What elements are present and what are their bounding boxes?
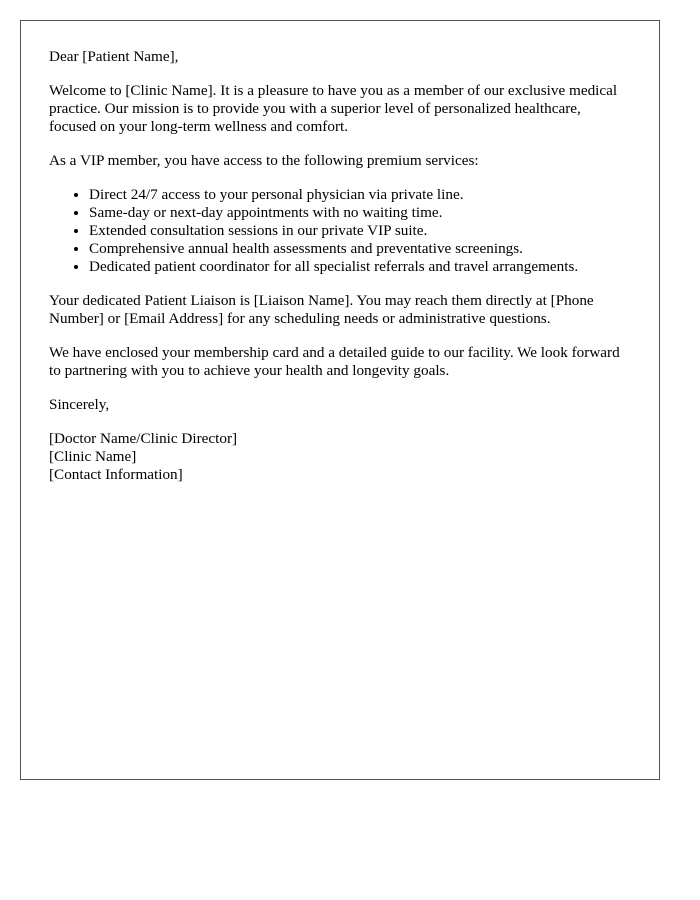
intro-paragraph: Welcome to [Clinic Name]. It is a pleasure to have you as a member of our exclusive medical practice. Our mission is to provide you with a superior level of personalized healthcare, focused on your long-term wellness and comfort.: [49, 82, 618, 135]
signature-block: [49, 430, 631, 484]
signature-contact: [Contact Information]: [49, 466, 183, 483]
list-item: • Extended consultation sessions in our private VIP suite.: [89, 222, 631, 240]
sign-off: Sincerely,: [49, 396, 110, 413]
closing-paragraph: We have enclosed your membership card and a detailed guide to our facility. We look forward to partnering with you to achieve your health and longevity goals.: [49, 344, 620, 379]
signature-name: [Doctor Name/Clinic Director]: [49, 430, 238, 447]
liaison-paragraph: Your dedicated Patient Liaison is [Liaison Name]. You may reach them directly at [Phone Number] or [Email Address] for any scheduling needs or administrative questions.: [49, 292, 594, 327]
services-intro: As a VIP member, you have access to the following premium services:: [49, 152, 479, 169]
list-item: • Same-day or next-day appointments with no waiting time.: [89, 204, 631, 222]
signature-clinic: [Clinic Name]: [49, 448, 137, 465]
list-item: • Dedicated patient coordinator for all specialist referrals and travel arrangements.: [89, 258, 631, 276]
services-list: [49, 186, 631, 276]
list-item: • Direct 24/7 access to your personal physician via private line.: [89, 186, 631, 204]
salutation: Dear [Patient Name],: [49, 48, 179, 65]
letter-page: [20, 20, 660, 780]
list-item: • Comprehensive annual health assessments and preventative screenings.: [89, 240, 631, 258]
